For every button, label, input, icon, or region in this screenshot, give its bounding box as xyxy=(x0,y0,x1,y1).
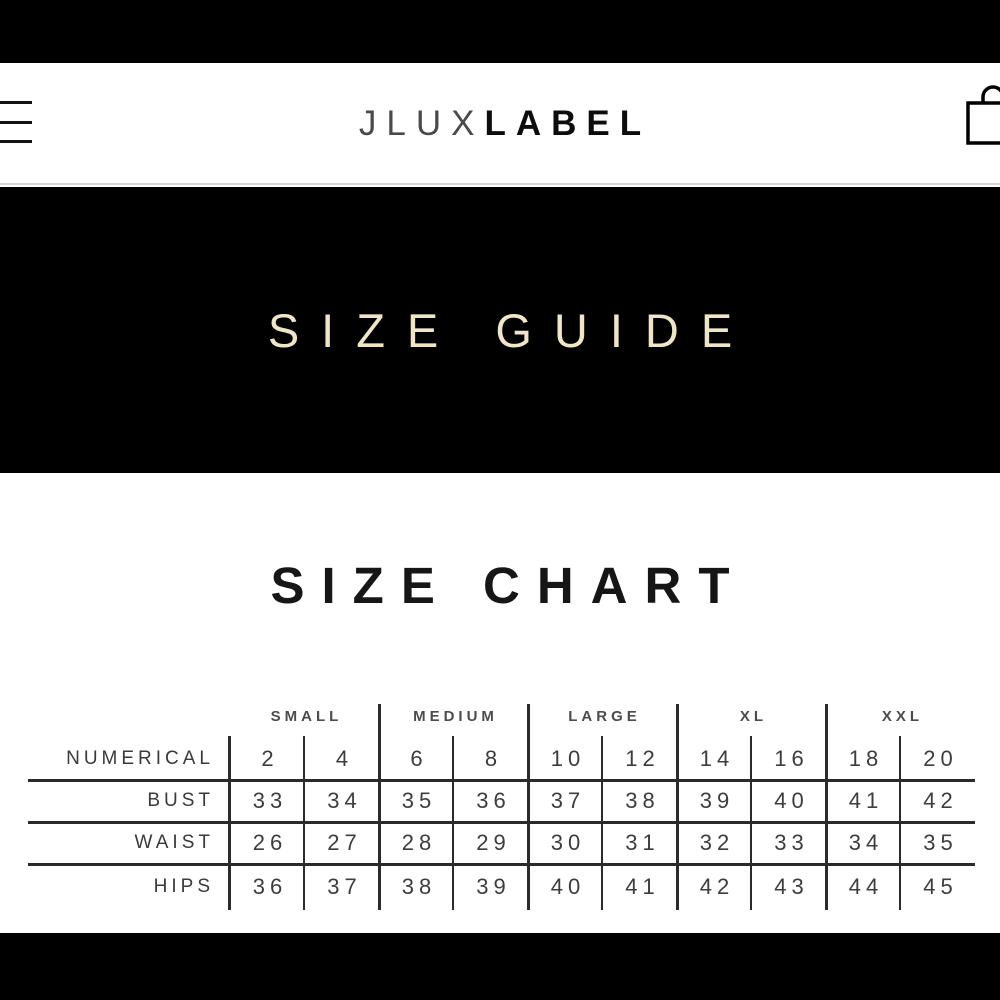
brand-logo[interactable] xyxy=(0,63,1000,185)
size-cell: 27 xyxy=(327,830,362,855)
size-cell: 39 xyxy=(476,874,511,899)
table-gridline-horizontal xyxy=(28,779,975,782)
size-cell: 16 xyxy=(774,746,809,771)
size-cell: 41 xyxy=(848,788,884,813)
logo-text-bold: LABEL xyxy=(484,104,652,143)
size-chart-title: SIZE CHART xyxy=(270,557,747,614)
size-cell: 34 xyxy=(848,830,884,855)
size-cell: 40 xyxy=(550,874,586,899)
size-cell: 39 xyxy=(699,788,735,813)
size-cell: 42 xyxy=(923,788,958,813)
shopping-bag-icon xyxy=(964,85,1000,147)
size-cell: 31 xyxy=(625,830,660,855)
size-cell: 6 xyxy=(410,746,428,771)
status-bar xyxy=(0,0,1000,63)
table-gridline-column xyxy=(899,736,902,910)
size-cell: 43 xyxy=(774,874,809,899)
size-cell: 14 xyxy=(699,746,735,771)
size-cell: 36 xyxy=(476,788,511,813)
size-cell: 38 xyxy=(401,874,437,899)
table-gridline-column xyxy=(750,736,753,910)
size-guide-title: SIZE GUIDE xyxy=(267,303,755,357)
size-cell: 45 xyxy=(923,874,958,899)
size-cell: 28 xyxy=(401,830,437,855)
size-chart-table xyxy=(28,700,975,912)
size-group-header-large: LARGE xyxy=(568,708,641,725)
cart-button[interactable] xyxy=(964,85,1000,147)
logo-text-thin: JLUX xyxy=(358,104,485,143)
size-cell: 32 xyxy=(699,830,735,855)
table-gridline-group xyxy=(527,704,530,910)
size-group-header-medium: MEDIUM xyxy=(413,708,498,725)
size-cell: 44 xyxy=(848,874,884,899)
app-header xyxy=(0,63,1000,185)
size-group-header-xl: XL xyxy=(739,708,768,725)
table-gridline-horizontal xyxy=(28,821,975,824)
size-cell: 4 xyxy=(335,746,354,771)
row-label-bust: BUST xyxy=(147,790,214,811)
size-cell: 42 xyxy=(699,874,735,899)
size-cell: 34 xyxy=(327,788,362,813)
table-gridline-column xyxy=(303,736,306,910)
size-cell: 20 xyxy=(923,746,958,771)
row-label-waist: WAIST xyxy=(134,832,214,853)
size-group-header-xxl: XXL xyxy=(881,708,924,725)
row-label-numerical: NUMERICAL xyxy=(66,748,214,769)
table-gridline-horizontal xyxy=(28,863,975,866)
footer-bar xyxy=(0,933,1000,1000)
size-cell: 40 xyxy=(774,788,809,813)
size-cell: 41 xyxy=(625,874,660,899)
size-cell: 18 xyxy=(848,746,884,771)
size-cell: 33 xyxy=(252,788,288,813)
table-gridline-column xyxy=(452,736,455,910)
table-gridline-group xyxy=(378,704,381,910)
size-cell: 30 xyxy=(550,830,586,855)
size-cell: 33 xyxy=(774,830,809,855)
size-group-header-small: SMALL xyxy=(270,708,343,725)
size-cell: 12 xyxy=(625,746,660,771)
size-cell: 37 xyxy=(550,788,586,813)
size-cell: 8 xyxy=(484,746,503,771)
size-cell: 10 xyxy=(550,746,586,771)
size-guide-banner xyxy=(0,187,1000,473)
size-cell: 2 xyxy=(261,746,279,771)
size-cell: 29 xyxy=(476,830,511,855)
table-gridline-group xyxy=(676,704,679,910)
table-gridline-group xyxy=(825,704,828,910)
table-gridline-column xyxy=(601,736,604,910)
size-cell: 26 xyxy=(252,830,288,855)
size-cell: 35 xyxy=(923,830,958,855)
table-gridline-column xyxy=(228,736,231,910)
size-cell: 38 xyxy=(625,788,660,813)
size-cell: 35 xyxy=(401,788,437,813)
row-label-hips: HIPS xyxy=(153,876,214,897)
size-cell: 37 xyxy=(327,874,362,899)
size-cell: 36 xyxy=(252,874,288,899)
